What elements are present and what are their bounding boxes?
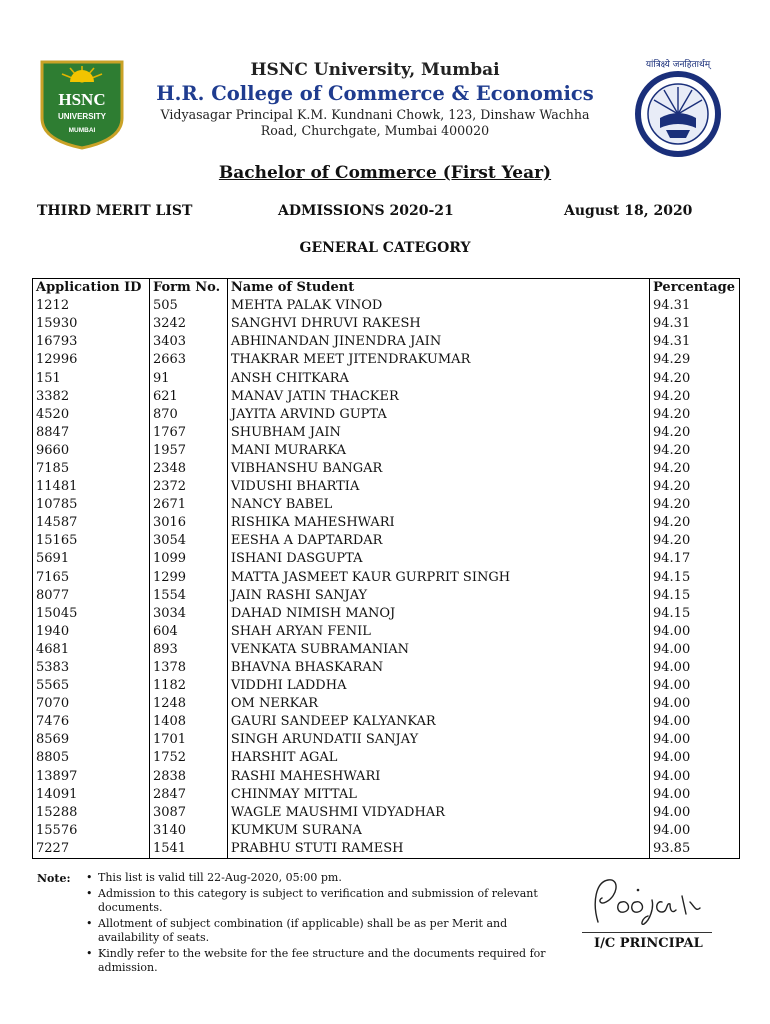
cell-application-id: 14587 — [33, 514, 150, 532]
cell-form-no: 1957 — [149, 442, 227, 460]
table-row — [33, 315, 740, 333]
cell-application-id: 8569 — [33, 731, 150, 749]
cell-student-name: ANSH CHITKARA — [227, 369, 649, 387]
table-row — [33, 514, 740, 532]
cell-percentage: 94.00 — [650, 677, 740, 695]
table-row — [33, 659, 740, 677]
table-row — [33, 297, 740, 315]
table-row — [33, 478, 740, 496]
principal-title: I/C PRINCIPAL — [594, 936, 703, 951]
table-row — [33, 749, 740, 767]
cell-application-id: 5383 — [33, 659, 150, 677]
merit-list-table — [32, 278, 740, 859]
course-title: Bachelor of Commerce (First Year) — [218, 163, 552, 183]
cell-percentage: 94.17 — [650, 550, 740, 568]
table-row — [33, 424, 740, 442]
cell-percentage: 94.31 — [650, 297, 740, 315]
table-row — [33, 677, 740, 695]
cell-form-no: 3087 — [149, 804, 227, 822]
merit-list-name: THIRD MERIT LIST — [37, 203, 193, 219]
cell-form-no: 1767 — [149, 424, 227, 442]
category-title: GENERAL CATEGORY — [299, 240, 471, 256]
cell-form-no: 1099 — [149, 550, 227, 568]
cell-percentage: 94.20 — [650, 442, 740, 460]
cell-form-no: 621 — [149, 388, 227, 406]
cell-application-id: 1212 — [33, 297, 150, 315]
cell-form-no: 1299 — [149, 569, 227, 587]
cell-student-name: RISHIKA MAHESHWARI — [227, 514, 649, 532]
cell-percentage: 94.00 — [650, 749, 740, 767]
table-row — [33, 623, 740, 641]
table-row — [33, 460, 740, 478]
cell-student-name: OM NERKAR — [227, 695, 649, 713]
cell-percentage: 94.15 — [650, 605, 740, 623]
cell-application-id: 8847 — [33, 424, 150, 442]
cell-form-no: 3242 — [149, 315, 227, 333]
table-row — [33, 713, 740, 731]
note-item: • Admission to this category is subject to verification and submission of relevant documents. — [98, 887, 558, 916]
cell-percentage: 94.00 — [650, 731, 740, 749]
table-header-row — [33, 279, 740, 298]
cell-form-no: 2372 — [149, 478, 227, 496]
hr-college-emblem — [624, 56, 732, 158]
cell-student-name: THAKRAR MEET JITENDRAKUMAR — [227, 351, 649, 369]
cell-application-id: 1940 — [33, 623, 150, 641]
cell-student-name: NANCY BABEL — [227, 496, 649, 514]
table-row — [33, 333, 740, 351]
college-address — [150, 107, 600, 139]
signature-line — [582, 932, 712, 933]
cell-student-name: SANGHVI DHRUVI RAKESH — [227, 315, 649, 333]
emblem-motto-text: यांत्रिक्ष्ये जनहितार्थम् — [645, 60, 711, 70]
cell-form-no: 2348 — [149, 460, 227, 478]
hsnc-university-logo — [36, 56, 128, 150]
cell-application-id: 7227 — [33, 840, 150, 859]
cell-application-id: 14091 — [33, 786, 150, 804]
cell-form-no: 505 — [149, 297, 227, 315]
cell-percentage: 93.85 — [650, 840, 740, 859]
cell-percentage: 94.00 — [650, 804, 740, 822]
cell-percentage: 94.20 — [650, 460, 740, 478]
cell-percentage: 94.20 — [650, 514, 740, 532]
cell-percentage: 94.31 — [650, 333, 740, 351]
cell-student-name: PRABHU STUTI RAMESH — [227, 840, 649, 859]
cell-percentage: 94.00 — [650, 822, 740, 840]
cell-percentage: 94.31 — [650, 315, 740, 333]
cell-form-no: 1378 — [149, 659, 227, 677]
table-row — [33, 569, 740, 587]
cell-percentage: 94.20 — [650, 406, 740, 424]
note-item: • Allotment of subject combination (if applicable) shall be as per Merit and availability of seats. — [98, 917, 558, 946]
cell-student-name: EESHA A DAPTARDAR — [227, 532, 649, 550]
cell-percentage: 94.20 — [650, 532, 740, 550]
cell-application-id: 15930 — [33, 315, 150, 333]
table-row — [33, 605, 740, 623]
cell-form-no: 1408 — [149, 713, 227, 731]
cell-student-name: BHAVNA BHASKARAN — [227, 659, 649, 677]
table-row — [33, 532, 740, 550]
cell-student-name: VENKATA SUBRAMANIAN — [227, 641, 649, 659]
admissions-year: ADMISSIONS 2020-21 — [278, 203, 454, 219]
column-header-application-id: Application ID — [33, 279, 150, 298]
cell-form-no: 2663 — [149, 351, 227, 369]
note-label: Note: — [37, 872, 71, 885]
college-name: H.R. College of Commerce & Economics — [156, 82, 594, 105]
note-item: • Kindly refer to the website for the fee structure and the documents required for admission. — [98, 947, 558, 976]
table-row — [33, 786, 740, 804]
cell-percentage: 94.00 — [650, 623, 740, 641]
note-item: • This list is valid till 22-Aug-2020, 05:00 pm. — [98, 871, 558, 886]
cell-application-id: 5565 — [33, 677, 150, 695]
cell-student-name: ISHANI DASGUPTA — [227, 550, 649, 568]
cell-form-no: 2838 — [149, 768, 227, 786]
cell-student-name: MEHTA PALAK VINOD — [227, 297, 649, 315]
logo-hsnc-text: HSNC — [58, 90, 106, 109]
cell-percentage: 94.20 — [650, 369, 740, 387]
cell-application-id: 5691 — [33, 550, 150, 568]
cell-form-no: 3016 — [149, 514, 227, 532]
table-row — [33, 587, 740, 605]
cell-percentage: 94.00 — [650, 659, 740, 677]
principal-signature — [578, 872, 718, 934]
cell-student-name: JAYITA ARVIND GUPTA — [227, 406, 649, 424]
cell-student-name: MANI MURARKA — [227, 442, 649, 460]
cell-form-no: 893 — [149, 641, 227, 659]
cell-student-name: SHAH ARYAN FENIL — [227, 623, 649, 641]
cell-application-id: 9660 — [33, 442, 150, 460]
cell-student-name: MANAV JATIN THACKER — [227, 388, 649, 406]
address-line-2: Road, Churchgate, Mumbai 400020 — [260, 123, 490, 138]
column-header-form-no: Form No. — [149, 279, 227, 298]
cell-percentage: 94.15 — [650, 569, 740, 587]
cell-student-name: SHUBHAM JAIN — [227, 424, 649, 442]
cell-student-name: SINGH ARUNDATII SANJAY — [227, 731, 649, 749]
cell-application-id: 11481 — [33, 478, 150, 496]
cell-application-id: 10785 — [33, 496, 150, 514]
cell-student-name: ABHINANDAN JINENDRA JAIN — [227, 333, 649, 351]
cell-student-name: CHINMAY MITTAL — [227, 786, 649, 804]
cell-percentage: 94.00 — [650, 641, 740, 659]
table-row — [33, 731, 740, 749]
table-row — [33, 369, 740, 387]
cell-application-id: 15576 — [33, 822, 150, 840]
cell-form-no: 2847 — [149, 786, 227, 804]
cell-student-name: KUMKUM SURANA — [227, 822, 649, 840]
cell-student-name: GAURI SANDEEP KALYANKAR — [227, 713, 649, 731]
cell-percentage: 94.00 — [650, 695, 740, 713]
table-row — [33, 840, 740, 859]
cell-student-name: WAGLE MAUSHMI VIDYADHAR — [227, 804, 649, 822]
cell-application-id: 151 — [33, 369, 150, 387]
cell-form-no: 1701 — [149, 731, 227, 749]
table-row — [33, 406, 740, 424]
cell-application-id: 7185 — [33, 460, 150, 478]
cell-application-id: 12996 — [33, 351, 150, 369]
cell-application-id: 4520 — [33, 406, 150, 424]
cell-application-id: 8805 — [33, 749, 150, 767]
logo-university-text: UNIVERSITY — [57, 112, 107, 121]
cell-percentage: 94.20 — [650, 496, 740, 514]
cell-percentage: 94.29 — [650, 351, 740, 369]
cell-form-no: 3403 — [149, 333, 227, 351]
cell-form-no: 3054 — [149, 532, 227, 550]
cell-percentage: 94.15 — [650, 587, 740, 605]
cell-application-id: 4681 — [33, 641, 150, 659]
cell-application-id: 15045 — [33, 605, 150, 623]
cell-percentage: 94.20 — [650, 424, 740, 442]
cell-application-id: 15165 — [33, 532, 150, 550]
column-header-percentage: Percentage — [650, 279, 740, 298]
table-row — [33, 768, 740, 786]
cell-student-name: HARSHIT AGAL — [227, 749, 649, 767]
cell-form-no: 1554 — [149, 587, 227, 605]
university-name: HSNC University, Mumbai — [250, 60, 500, 80]
cell-form-no: 604 — [149, 623, 227, 641]
table-row — [33, 388, 740, 406]
cell-form-no: 3034 — [149, 605, 227, 623]
table-row — [33, 641, 740, 659]
cell-student-name: JAIN RASHI SANJAY — [227, 587, 649, 605]
table-row — [33, 351, 740, 369]
cell-form-no: 1541 — [149, 840, 227, 859]
table-row — [33, 804, 740, 822]
cell-percentage: 94.20 — [650, 388, 740, 406]
cell-application-id: 7070 — [33, 695, 150, 713]
list-date: August 18, 2020 — [564, 203, 693, 219]
cell-form-no: 3140 — [149, 822, 227, 840]
cell-form-no: 1248 — [149, 695, 227, 713]
cell-student-name: VIDUSHI BHARTIA — [227, 478, 649, 496]
cell-application-id: 15288 — [33, 804, 150, 822]
cell-application-id: 3382 — [33, 388, 150, 406]
cell-percentage: 94.00 — [650, 786, 740, 804]
cell-application-id: 13897 — [33, 768, 150, 786]
cell-application-id: 8077 — [33, 587, 150, 605]
cell-student-name: VIBHANSHU BANGAR — [227, 460, 649, 478]
cell-form-no: 2671 — [149, 496, 227, 514]
cell-percentage: 94.00 — [650, 713, 740, 731]
cell-percentage: 94.00 — [650, 768, 740, 786]
table-row — [33, 822, 740, 840]
column-header-name: Name of Student — [227, 279, 649, 298]
cell-percentage: 94.20 — [650, 478, 740, 496]
address-line-1: Vidyasagar Principal K.M. Kundnani Chowk, 123, Dinshaw Wachha — [160, 107, 590, 122]
cell-application-id: 16793 — [33, 333, 150, 351]
table-row — [33, 550, 740, 568]
table-row — [33, 496, 740, 514]
cell-student-name: RASHI MAHESHWARI — [227, 768, 649, 786]
cell-form-no: 1752 — [149, 749, 227, 767]
table-row — [33, 442, 740, 460]
table-row — [33, 695, 740, 713]
cell-student-name: DAHAD NIMISH MANOJ — [227, 605, 649, 623]
cell-student-name: MATTA JASMEET KAUR GURPRIT SINGH — [227, 569, 649, 587]
cell-student-name: VIDDHI LADDHA — [227, 677, 649, 695]
notes-list — [84, 871, 558, 977]
cell-application-id: 7165 — [33, 569, 150, 587]
cell-application-id: 7476 — [33, 713, 150, 731]
cell-form-no: 1182 — [149, 677, 227, 695]
cell-form-no: 91 — [149, 369, 227, 387]
cell-form-no: 870 — [149, 406, 227, 424]
merit-table-body — [33, 297, 740, 858]
logo-mumbai-text: MUMBAI — [68, 127, 96, 134]
